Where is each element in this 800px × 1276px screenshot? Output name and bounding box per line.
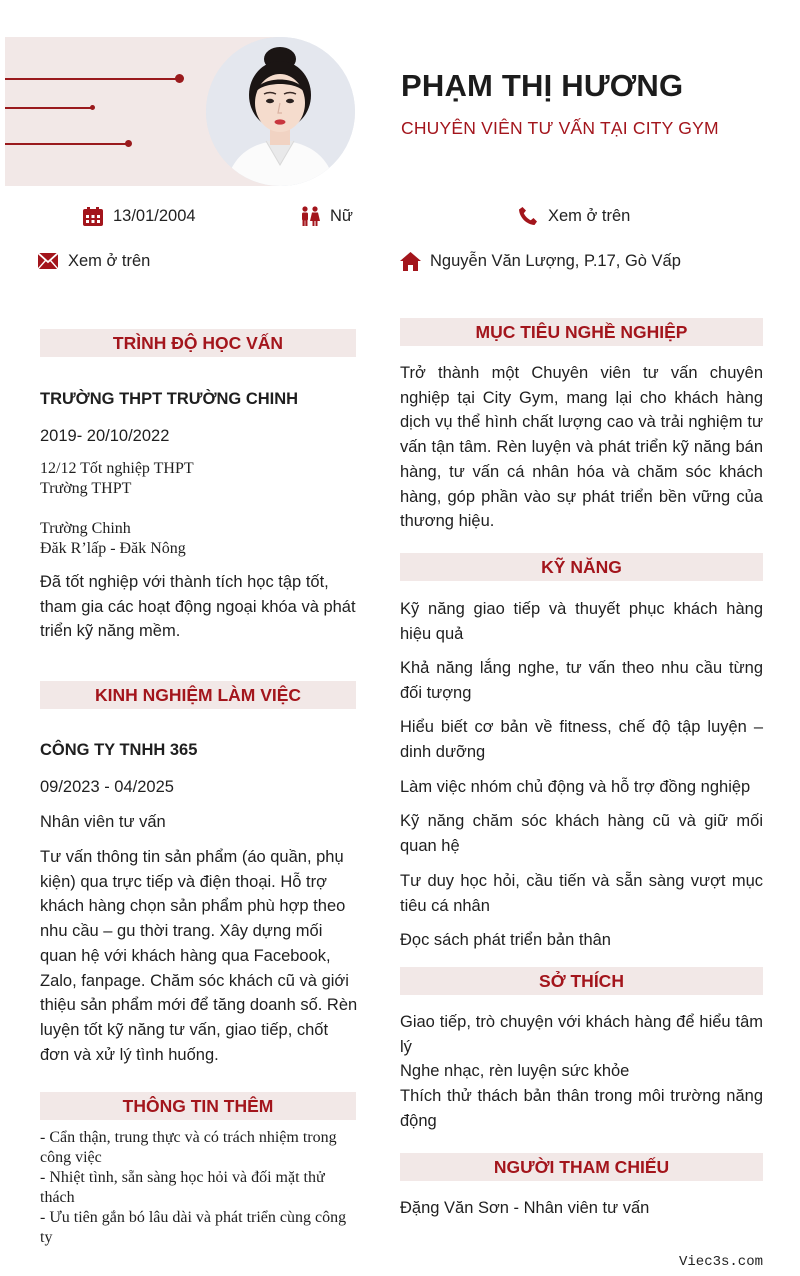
email-value: Xem ở trên	[68, 251, 151, 270]
education-description: Đã tốt nghiệp với thành tích học tập tốt, tham gia các hoạt động ngoại khóa và phát triển kỹ năng mềm.	[40, 573, 356, 641]
deco-line-2	[5, 107, 93, 109]
deco-line-3	[5, 143, 130, 145]
contact-phone	[517, 206, 630, 226]
education-heading: TRÌNH ĐỘ HỌC VẤN	[40, 329, 356, 357]
additional-heading: THÔNG TIN THÊM	[40, 1092, 356, 1120]
education-period: 2019- 20/10/2022	[40, 427, 170, 445]
skill-item: Làm việc nhóm chủ động và hỗ trợ đồng nghiệp	[400, 778, 751, 796]
hobbies-heading: SỞ THÍCH	[400, 967, 763, 995]
reference-text: Đặng Văn Sơn - Nhân viên tư vấn	[400, 1199, 650, 1217]
contact-birthdate	[82, 206, 196, 226]
contact-address	[399, 251, 681, 271]
hobby-item: Giao tiếp, trò chuyện với khách hàng để hiểu tâm lý	[400, 1013, 763, 1056]
profile-photo	[206, 37, 355, 186]
experience-heading: KINH NGHIỆM LÀM VIỆC	[40, 681, 356, 709]
skill-item: Hiểu biết cơ bản về fitness, chế độ tập luyện – dinh dưỡng	[400, 718, 763, 761]
education-school: TRƯỜNG THPT TRƯỜNG CHINH	[40, 390, 299, 408]
deco-dot-2	[90, 105, 95, 110]
envelope-icon	[37, 251, 59, 271]
skill-item: Tư duy học hỏi, cầu tiến và sẵn sàng vượt mục tiêu cá nhân	[400, 872, 763, 915]
skill-item: Kỹ năng chăm sóc khách hàng cũ và giữ mối quan hệ	[400, 812, 763, 855]
skills-heading: KỸ NĂNG	[400, 553, 763, 581]
phone-value: Xem ở trên	[548, 206, 631, 225]
experience-company: CÔNG TY TNHH 365	[40, 741, 198, 759]
experience-period: 09/2023 - 04/2025	[40, 778, 174, 796]
experience-role: Nhân viên tư vấn	[40, 813, 166, 831]
deco-line-1	[5, 78, 180, 80]
portrait-illustration	[206, 37, 355, 186]
contact-gender	[299, 206, 353, 226]
hobby-item: Nghe nhạc, rèn luyện sức khỏe	[400, 1062, 630, 1080]
home-icon	[399, 251, 421, 271]
additional-item: - Ưu tiên gắn bó lâu dài và phát triển cùng công ty	[40, 1209, 347, 1246]
skill-item: Kỹ năng giao tiếp và thuyết phục khách hàng hiệu quả	[400, 600, 763, 643]
calendar-icon	[82, 206, 104, 226]
gender-icon	[299, 206, 321, 226]
additional-item: - Nhiệt tình, sẵn sàng học hỏi và đối mặt thử thách	[40, 1169, 325, 1206]
additional-item: - Cẩn thận, trung thực và có trách nhiệm trong công việc	[40, 1129, 337, 1166]
education-detail-1: 12/12 Tốt nghiệp THPT	[40, 460, 194, 477]
skill-item: Đọc sách phát triển bản thân	[400, 931, 611, 949]
objective-text: Trở thành một Chuyên viên tư vấn chuyên nghiệp tại City Gym, mang lại cho khách hàng dịch vụ thể hình chất lượng cao và trải nghiệm tư vấn tận tâm. Rèn luyện và phát triển kỹ năng bán hàng, tư vấn cá nhân hóa và chăm sóc khách hàng, góp phần vào sự phát triển bền vững của thương hiệu.	[400, 364, 763, 531]
deco-dot-3	[125, 140, 132, 147]
contact-email	[37, 251, 150, 271]
hobby-item: Thích thử thách bản thân trong môi trường năng động	[400, 1087, 763, 1130]
footer-brand: Viec3s.com	[678, 1254, 763, 1270]
references-heading: NGƯỜI THAM CHIẾU	[400, 1153, 763, 1181]
experience-description: Tư vấn thông tin sản phẩm (áo quần, phụ kiện) qua trực tiếp và điện thoại. Hỗ trợ khách hàng chọn sản phẩm phù hợp theo nhu cầu – gu thời trang. Xây dựng mối quan hệ với khách hàng qua Facebook, Zalo, fanpage. Chăm sóc khách cũ và giới thiệu sản phẩm mới để tăng doanh số. Rèn luyện tốt kỹ năng tư vấn, giao tiếp, chốt đơn và xử lý tình huống.	[40, 848, 358, 1064]
job-title: CHUYÊN VIÊN TƯ VẤN TẠI CITY GYM	[401, 118, 719, 138]
phone-icon	[517, 206, 539, 226]
birthdate-value: 13/01/2004	[113, 206, 196, 225]
address-value: Nguyễn Văn Lượng, P.17, Gò Vấp	[430, 251, 681, 270]
deco-dot-1	[175, 74, 184, 83]
objective-heading: MỤC TIÊU NGHỀ NGHIỆP	[400, 318, 763, 346]
skill-item: Khả năng lắng nghe, tư vấn theo nhu cầu từng đối tượng	[400, 659, 763, 702]
candidate-name: PHẠM THỊ HƯƠNG	[401, 68, 684, 103]
gender-value: Nữ	[330, 206, 353, 225]
education-detail-2: Trường THPT	[40, 480, 132, 497]
education-detail-4: Đăk R’lấp - Đăk Nông	[40, 540, 186, 557]
education-detail-3: Trường Chinh	[40, 520, 131, 537]
